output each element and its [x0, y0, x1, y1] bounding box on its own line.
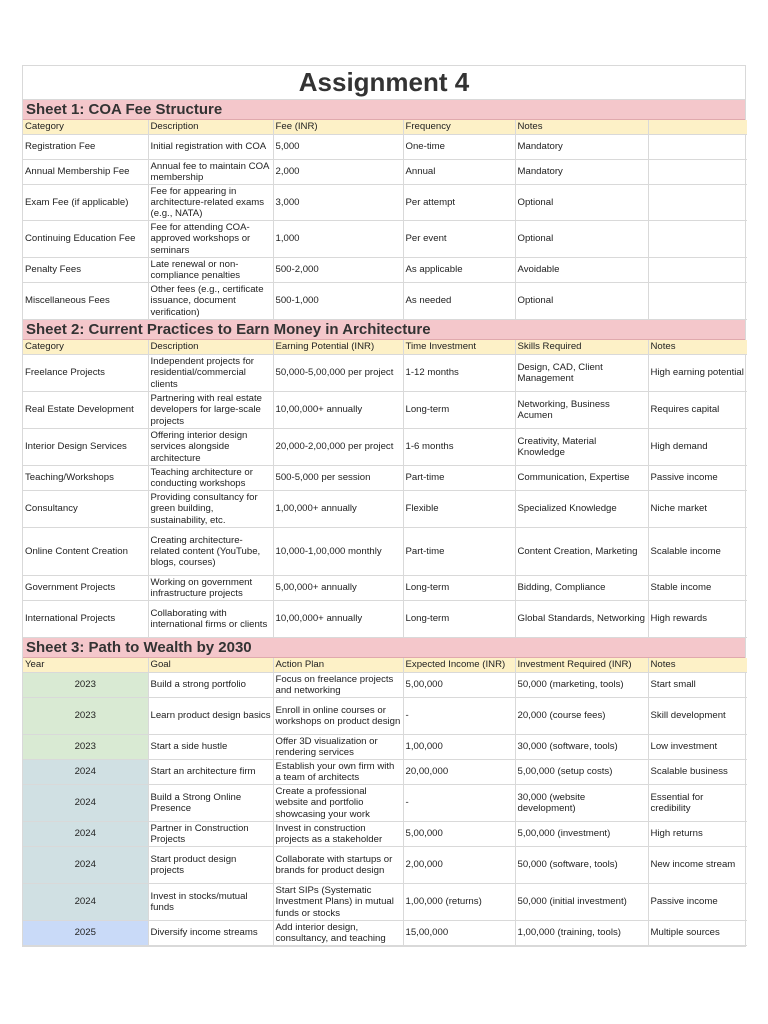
table-cell: 10,000-1,00,000 monthly [273, 528, 403, 576]
table-cell: Bidding, Compliance [515, 576, 648, 601]
table-row [23, 528, 747, 576]
table-cell: Late renewal or non-compliance penalties [148, 258, 273, 283]
table-cell: Per attempt [403, 185, 515, 221]
column-header: Frequency [403, 120, 515, 135]
table-cell: Fee for attending COA-approved workshops or seminars [148, 221, 273, 258]
table-row [23, 429, 747, 466]
table-cell: High returns [648, 822, 747, 847]
table-cell: Offering interior design services alongside architecture [148, 429, 273, 466]
column-header: Action Plan [273, 658, 403, 673]
table-row [23, 392, 747, 429]
table-row [23, 135, 747, 160]
table-cell: Start SIPs (Systematic Investment Plans) in mutual funds or stocks [273, 884, 403, 921]
table-cell: Stable income [648, 576, 747, 601]
table-cell: Add interior design, consultancy, and teaching [273, 921, 403, 946]
table-cell: Teaching architecture or conducting workshops [148, 466, 273, 491]
column-header: Expected Income (INR) [403, 658, 515, 673]
table-cell: Scalable income [648, 528, 747, 576]
table-cell: Annual [403, 160, 515, 185]
table-cell: Networking, Business Acumen [515, 392, 648, 429]
table-cell: 5,00,000 [403, 673, 515, 698]
table-cell: Part-time [403, 528, 515, 576]
table-row [23, 785, 747, 822]
column-header: Goal [148, 658, 273, 673]
table-cell: Freelance Projects [23, 355, 148, 392]
table-cell: 500-5,000 per session [273, 466, 403, 491]
column-header: Description [148, 340, 273, 355]
document-title: Assignment 4 [23, 66, 745, 100]
table-cell: Invest in construction projects as a stakeholder [273, 822, 403, 847]
table-cell: Specialized Knowledge [515, 491, 648, 528]
table-cell: Design, CAD, Client Management [515, 355, 648, 392]
table-cell: Other fees (e.g., certificate issuance, document verification) [148, 283, 273, 320]
header-row [23, 658, 747, 673]
table-row [23, 258, 747, 283]
column-header: Skills Required [515, 340, 648, 355]
table-cell: 50,000 (marketing, tools) [515, 673, 648, 698]
table-cell: 5,00,000 [403, 822, 515, 847]
year-cell: 2024 [23, 884, 148, 921]
table-cell: Independent projects for residential/commercial clients [148, 355, 273, 392]
table-cell: Requires capital [648, 392, 747, 429]
year-cell: 2023 [23, 673, 148, 698]
table-cell: Providing consultancy for green building, sustainability, etc. [148, 491, 273, 528]
year-cell: 2024 [23, 822, 148, 847]
table-cell: Real Estate Development [23, 392, 148, 429]
table-row [23, 601, 747, 638]
table-cell: Skill development [648, 698, 747, 735]
table-row [23, 735, 747, 760]
table-cell: Global Standards, Networking [515, 601, 648, 638]
table-cell: Mandatory [515, 135, 648, 160]
table-cell: Collaborate with startups or brands for product design [273, 847, 403, 884]
table-cell: High rewards [648, 601, 747, 638]
table-cell: Fee for appearing in architecture-related exams (e.g., NATA) [148, 185, 273, 221]
column-header: Notes [648, 340, 747, 355]
table-cell: 20,000 (course fees) [515, 698, 648, 735]
table-cell: Mandatory [515, 160, 648, 185]
year-cell: 2024 [23, 785, 148, 822]
table-cell: High demand [648, 429, 747, 466]
table-row [23, 491, 747, 528]
column-header: Year [23, 658, 148, 673]
table-cell: Online Content Creation [23, 528, 148, 576]
table-cell: Start small [648, 673, 747, 698]
table-cell: Initial registration with COA [148, 135, 273, 160]
table-cell: 1-6 months [403, 429, 515, 466]
column-header: Earning Potential (INR) [273, 340, 403, 355]
table-cell: 2,000 [273, 160, 403, 185]
table-cell [648, 258, 747, 283]
table-cell: Flexible [403, 491, 515, 528]
table-cell: 1,00,000 [403, 735, 515, 760]
table-cell: Optional [515, 283, 648, 320]
table-cell: High earning potential [648, 355, 747, 392]
table-cell: Collaborating with international firms or clients [148, 601, 273, 638]
year-cell: 2023 [23, 735, 148, 760]
table-cell: 30,000 (website development) [515, 785, 648, 822]
table-cell: 1,00,000 (training, tools) [515, 921, 648, 946]
column-header: Category [23, 120, 148, 135]
table-cell [648, 135, 747, 160]
table-cell: Consultancy [23, 491, 148, 528]
table-cell: Government Projects [23, 576, 148, 601]
header-row [23, 120, 747, 135]
table-cell: Creating architecture-related content (YouTube, blogs, courses) [148, 528, 273, 576]
year-cell: 2024 [23, 847, 148, 884]
header-row [23, 340, 747, 355]
table-cell: Long-term [403, 392, 515, 429]
table-row [23, 221, 747, 258]
table-cell: Learn product design basics [148, 698, 273, 735]
table-cell: 10,00,000+ annually [273, 601, 403, 638]
table-cell: Offer 3D visualization or rendering services [273, 735, 403, 760]
column-header [648, 120, 747, 135]
table-row [23, 673, 747, 698]
table-cell: 2,00,000 [403, 847, 515, 884]
table-cell: Annual fee to maintain COA membership [148, 160, 273, 185]
table-row [23, 921, 747, 946]
table-cell: 50,000-5,00,000 per project [273, 355, 403, 392]
table-cell: Start a side hustle [148, 735, 273, 760]
table-cell: Multiple sources [648, 921, 747, 946]
table-cell: As needed [403, 283, 515, 320]
table-cell: 5,00,000 (setup costs) [515, 760, 648, 785]
table-row [23, 760, 747, 785]
table-cell: New income stream [648, 847, 747, 884]
sheet1-table [23, 120, 747, 320]
table-cell: 50,000 (software, tools) [515, 847, 648, 884]
table-cell: Passive income [648, 884, 747, 921]
table-cell: 1,00,000+ annually [273, 491, 403, 528]
sheet3-title: Sheet 3: Path to Wealth by 2030 [23, 638, 745, 658]
table-cell: As applicable [403, 258, 515, 283]
table-cell: 20,00,000 [403, 760, 515, 785]
table-cell: Creativity, Material Knowledge [515, 429, 648, 466]
table-cell: 50,000 (initial investment) [515, 884, 648, 921]
sheet3-table [23, 658, 747, 946]
table-cell: Registration Fee [23, 135, 148, 160]
table-cell: - [403, 698, 515, 735]
column-header: Notes [515, 120, 648, 135]
table-cell: Penalty Fees [23, 258, 148, 283]
table-cell: Partnering with real estate developers for large-scale projects [148, 392, 273, 429]
year-cell: 2024 [23, 760, 148, 785]
table-cell: Annual Membership Fee [23, 160, 148, 185]
table-cell: Long-term [403, 601, 515, 638]
table-cell: 5,00,000 (investment) [515, 822, 648, 847]
table-cell: 10,00,000+ annually [273, 392, 403, 429]
table-cell: Interior Design Services [23, 429, 148, 466]
table-cell: Essential for credibility [648, 785, 747, 822]
column-header: Investment Required (INR) [515, 658, 648, 673]
year-cell: 2023 [23, 698, 148, 735]
column-header: Category [23, 340, 148, 355]
table-cell: Miscellaneous Fees [23, 283, 148, 320]
table-cell: 1,00,000 (returns) [403, 884, 515, 921]
table-cell: Diversify income streams [148, 921, 273, 946]
column-header: Description [148, 120, 273, 135]
table-row [23, 283, 747, 320]
table-cell: Content Creation, Marketing [515, 528, 648, 576]
table-cell: 500-1,000 [273, 283, 403, 320]
table-cell [648, 221, 747, 258]
table-cell: 5,00,000+ annually [273, 576, 403, 601]
sheet1-title: Sheet 1: COA Fee Structure [23, 100, 745, 120]
table-cell: Per event [403, 221, 515, 258]
table-cell: Long-term [403, 576, 515, 601]
table-row [23, 160, 747, 185]
table-cell: Part-time [403, 466, 515, 491]
table-row [23, 576, 747, 601]
table-cell: 30,000 (software, tools) [515, 735, 648, 760]
table-row [23, 185, 747, 221]
column-header: Fee (INR) [273, 120, 403, 135]
table-cell: Optional [515, 221, 648, 258]
table-cell: Build a Strong Online Presence [148, 785, 273, 822]
table-cell: Start an architecture firm [148, 760, 273, 785]
table-cell: 15,00,000 [403, 921, 515, 946]
spreadsheet-document [22, 65, 746, 947]
table-cell: Enroll in online courses or workshops on product design [273, 698, 403, 735]
table-cell [648, 283, 747, 320]
table-cell: Exam Fee (if applicable) [23, 185, 148, 221]
table-row [23, 847, 747, 884]
table-cell: Working on government infrastructure projects [148, 576, 273, 601]
table-cell: Establish your own firm with a team of architects [273, 760, 403, 785]
column-header: Notes [648, 658, 747, 673]
table-row [23, 884, 747, 921]
table-cell: Passive income [648, 466, 747, 491]
table-cell: Avoidable [515, 258, 648, 283]
table-cell: Start product design projects [148, 847, 273, 884]
table-cell: 20,000-2,00,000 per project [273, 429, 403, 466]
sheet2-title: Sheet 2: Current Practices to Earn Money in Architecture [23, 320, 745, 340]
table-row [23, 822, 747, 847]
table-cell: Niche market [648, 491, 747, 528]
table-cell: 1,000 [273, 221, 403, 258]
table-cell: Partner in Construction Projects [148, 822, 273, 847]
column-header: Time Investment [403, 340, 515, 355]
table-cell: 3,000 [273, 185, 403, 221]
table-row [23, 466, 747, 491]
table-cell [648, 160, 747, 185]
year-cell: 2025 [23, 921, 148, 946]
table-cell: Scalable business [648, 760, 747, 785]
table-cell: Optional [515, 185, 648, 221]
table-cell: International Projects [23, 601, 148, 638]
table-cell: Communication, Expertise [515, 466, 648, 491]
table-cell: Create a professional website and portfolio showcasing your work [273, 785, 403, 822]
table-cell: Invest in stocks/mutual funds [148, 884, 273, 921]
sheet2-table [23, 340, 747, 638]
table-row [23, 355, 747, 392]
table-cell [648, 185, 747, 221]
table-cell: Focus on freelance projects and networking [273, 673, 403, 698]
table-cell: 500-2,000 [273, 258, 403, 283]
table-cell: 5,000 [273, 135, 403, 160]
table-cell: - [403, 785, 515, 822]
table-cell: Continuing Education Fee [23, 221, 148, 258]
table-cell: Low investment [648, 735, 747, 760]
table-row [23, 698, 747, 735]
table-cell: 1-12 months [403, 355, 515, 392]
table-cell: One-time [403, 135, 515, 160]
table-cell: Build a strong portfolio [148, 673, 273, 698]
table-cell: Teaching/Workshops [23, 466, 148, 491]
